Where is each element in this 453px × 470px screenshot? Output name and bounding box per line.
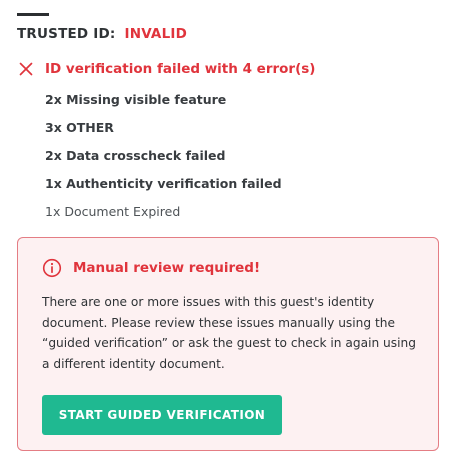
error-item-authenticity: 1x Authenticity verification failed [45, 176, 282, 191]
verification-error-title: ID verification failed with 4 error(s) [45, 61, 316, 77]
error-item-document-expired: 1x Document Expired [45, 204, 181, 219]
alert-header [42, 258, 260, 278]
trusted-id-status-badge: INVALID [124, 26, 188, 42]
trusted-id-status [17, 25, 187, 43]
error-item-data-crosscheck: 2x Data crosscheck failed [45, 148, 226, 163]
alert-message: There are one or more issues with this guest's identity document. Please review these issues manually using the “guided verification” or ask the guest to check in again using a different identity document. [42, 295, 416, 371]
top-divider [17, 13, 49, 16]
error-list [45, 88, 282, 228]
alert-title: Manual review required! [73, 260, 261, 276]
verification-error-header [17, 59, 315, 79]
close-icon [17, 60, 35, 78]
error-item-missing-visible-feature: 2x Missing visible feature [45, 92, 227, 107]
start-guided-verification-button[interactable]: START GUIDED VERIFICATION [42, 395, 282, 435]
info-circle-icon [42, 258, 62, 278]
trusted-id-label: TRUSTED ID: [17, 26, 116, 42]
error-item-other: 3x OTHER [45, 120, 114, 135]
manual-review-alert [17, 237, 439, 451]
